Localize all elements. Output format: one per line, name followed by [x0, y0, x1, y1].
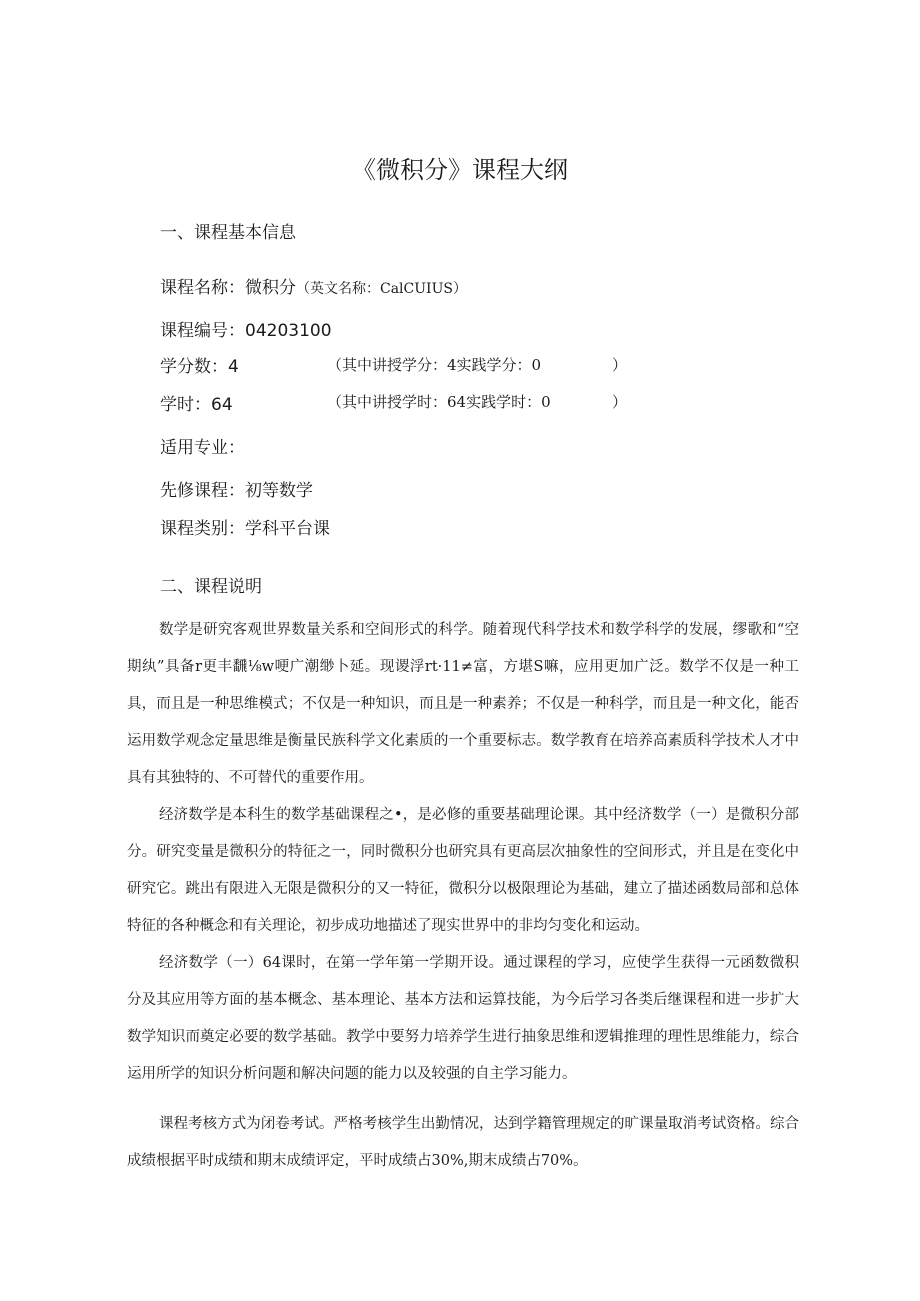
course-category: 课程类别：学科平台课: [160, 519, 330, 539]
credits: 学分数：4: [160, 357, 239, 377]
section-heading-course-description: 二、课程说明: [160, 577, 262, 597]
course-name: 课程名称：微积分: [160, 278, 296, 298]
applicable-major: 适用专业：: [160, 438, 245, 458]
prerequisite-course: 先修课程：初等数学: [160, 481, 313, 501]
credits-note: （其中讲授学分：4实践学分：0: [327, 356, 542, 374]
paragraph: 经济数学（一）64课时，在第一学年第一学期开设。通过课程的学习，应使学生获得一元函数微积分及其应用等方面的基本概念、基本理论、基本方法和运算技能，为今后学习各类后继课程和进一步扩大数学知识而奠定必要的数学基础。教学中要努力培养学生进行抽象思维和逻辑推理的理性思维能力，综合运用所学的知识分析问题和解决问题的能力以及较强的自主学习能力。: [127, 955, 799, 1082]
document-title: 《微积分》课程大纲: [352, 156, 568, 184]
paragraph: 数学是研究客观世界数量关系和空间形式的科学。随着现代科学技术和数学科学的发展，缪歌和“空期纨”具备r更丰飜⅛w哽广潮缈卜延。现谡浮rt·11≠富，方堪S嘛，应用更加广泛。数学不仅是一种工具，而且是一种思维模式；不仅是一种知识，而且是一种素养；不仅是一种科学，而且是一种文化，能否运用数学观念定量思维是衡量民族科学文化素质的一个重要标志。数学教育在培养高素质科学技术人才中具有其独特的、不可替代的重要作用。: [127, 622, 799, 786]
paragraph: 课程考核方式为闭卷考试。严格考核学生出勤情况，达到学籍管理规定的旷课量取消考试资格。综合成绩根据平时成绩和期末成绩评定，平时成绩占30%,期末成绩占70%。: [127, 1116, 799, 1169]
hours-note: （其中讲授学时：64实践学时：0: [327, 393, 551, 411]
course-code: 课程编号：04203100: [160, 321, 332, 341]
paragraph: 经济数学是本科生的数学基础课程之•，是必修的重要基础理论课。其中经济数学（一）是微积分部分。研究变量是微积分的特征之一，同时微积分也研究具有更高层次抽象性的空间形式，并且是在变化中研究它。跳出有限进入无限是微积分的又一特征，微积分以极限理论为基础，建立了描述函数局部和总体特征的各种概念和有关理论，初步成功地描述了现实世界中的非均匀变化和运动。: [127, 807, 799, 934]
credits-note-close: ）: [612, 356, 628, 374]
hours-note-close: ）: [612, 393, 628, 411]
course-name-line: [160, 273, 467, 298]
hours: 学时：64: [160, 395, 233, 415]
course-name-english: （英文名称：CalCUIUS）: [296, 281, 467, 297]
section-heading-basic-info: 一、课程基本信息: [160, 223, 296, 243]
